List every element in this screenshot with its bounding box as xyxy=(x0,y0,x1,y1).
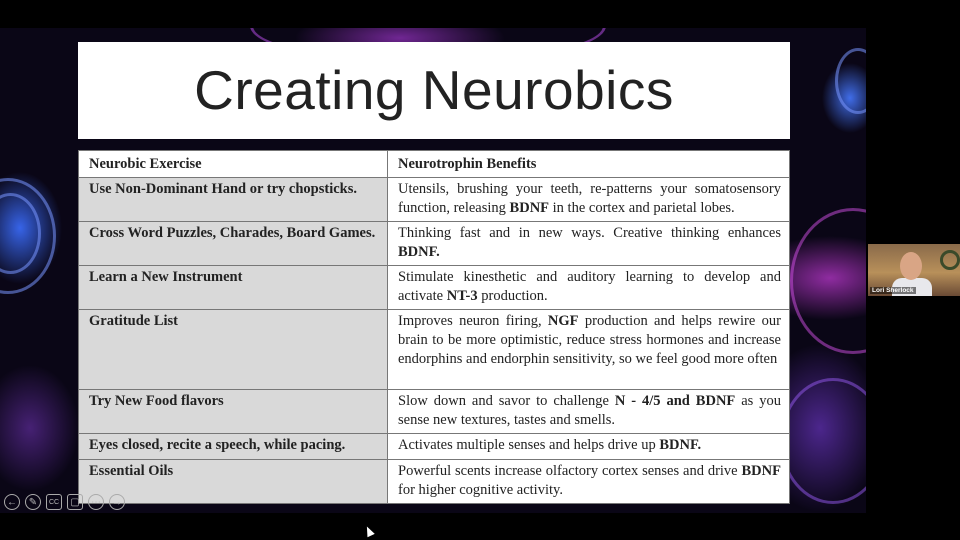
exercise-cell: Eyes closed, recite a speech, while pacing. xyxy=(79,434,388,460)
table-row xyxy=(79,434,790,460)
swirl-decoration xyxy=(835,48,866,114)
benefit-cell xyxy=(388,266,790,310)
table-row xyxy=(79,266,790,310)
table-row xyxy=(79,178,790,222)
benefit-cell xyxy=(388,434,790,460)
benefit-text: as you sense new textures, tastes and smells. xyxy=(398,393,781,428)
benefit-highlight: BDNF xyxy=(741,463,781,479)
benefit-text: Utensils, brushing your teeth, re-patterns your somatosensory function, releasing xyxy=(398,181,781,216)
header-exercise: Neurobic Exercise xyxy=(79,151,388,178)
benefit-highlight: BDNF xyxy=(509,200,550,216)
participant-video-tile[interactable] xyxy=(868,244,960,296)
exercise-cell: Use Non-Dominant Hand or try chopsticks. xyxy=(79,178,388,222)
participant-head xyxy=(900,252,922,280)
benefit-highlight: BDNF. xyxy=(659,437,702,453)
benefit-text: in the cortex and parietal lobes. xyxy=(549,200,735,216)
wreath-decoration xyxy=(940,250,960,270)
neurobics-table xyxy=(78,150,790,504)
benefit-text: Slow down and savor to challenge xyxy=(398,393,615,409)
table-row xyxy=(79,310,790,390)
slideshow-controls xyxy=(4,494,125,510)
more-icon[interactable]: ⋯ xyxy=(88,494,104,510)
header-benefits: Neurotrophin Benefits xyxy=(388,151,790,178)
benefit-highlight: NT-3 xyxy=(446,288,478,304)
benefit-text: Activates multiple senses and helps drive up xyxy=(398,437,660,453)
slide-title: Creating Neurobics xyxy=(194,59,674,121)
benefit-cell xyxy=(388,178,790,222)
swirl-decoration xyxy=(790,208,866,354)
screen-icon[interactable]: ▢ xyxy=(67,494,83,510)
table-row xyxy=(79,390,790,434)
mouse-cursor xyxy=(363,525,374,537)
benefit-text: Improves neuron firing, xyxy=(398,313,548,329)
slide xyxy=(0,28,866,513)
participant-name: Lori Sherlock xyxy=(872,287,914,294)
benefit-text: Thinking fast and in new ways. Creative thinking enhances xyxy=(398,225,781,241)
benefit-text: production and helps rewire our brain to be more optimistic, reduce stress hormones and increase endorphins and endorphin sensitivity, so we feel good more often xyxy=(398,313,781,367)
pen-icon[interactable]: ✎ xyxy=(25,494,41,510)
previous-icon[interactable]: ← xyxy=(4,494,20,510)
exercise-cell: Cross Word Puzzles, Charades, Board Games. xyxy=(79,222,388,266)
benefit-text: Stimulate kinesthetic and auditory learning to develop and activate xyxy=(398,269,781,304)
captions-label: CC xyxy=(48,498,60,506)
table-row xyxy=(79,460,790,504)
benefit-text: for higher cognitive activity. xyxy=(398,482,563,498)
benefit-cell xyxy=(388,460,790,504)
benefit-highlight: BDNF. xyxy=(398,244,440,260)
benefit-highlight: NGF xyxy=(547,313,579,329)
title-box xyxy=(78,42,790,139)
exercise-cell: Try New Food flavors xyxy=(79,390,388,434)
table-row xyxy=(79,222,790,266)
exercise-cell: Gratitude List xyxy=(79,310,388,390)
next-icon[interactable]: → xyxy=(109,494,125,510)
benefit-cell xyxy=(388,222,790,266)
benefit-cell xyxy=(388,390,790,434)
benefit-highlight: N - 4/5 and BDNF xyxy=(614,393,736,409)
benefit-text: Powerful scents increase olfactory cortex senses and drive xyxy=(398,463,742,479)
captions-icon[interactable] xyxy=(46,494,62,510)
benefit-text: production. xyxy=(477,288,548,304)
exercise-cell: Learn a New Instrument xyxy=(79,266,388,310)
exercise-cell: Essential Oils xyxy=(79,460,388,504)
benefit-cell xyxy=(388,310,790,390)
table-header-row xyxy=(79,151,790,178)
swirl-decoration xyxy=(780,378,866,504)
